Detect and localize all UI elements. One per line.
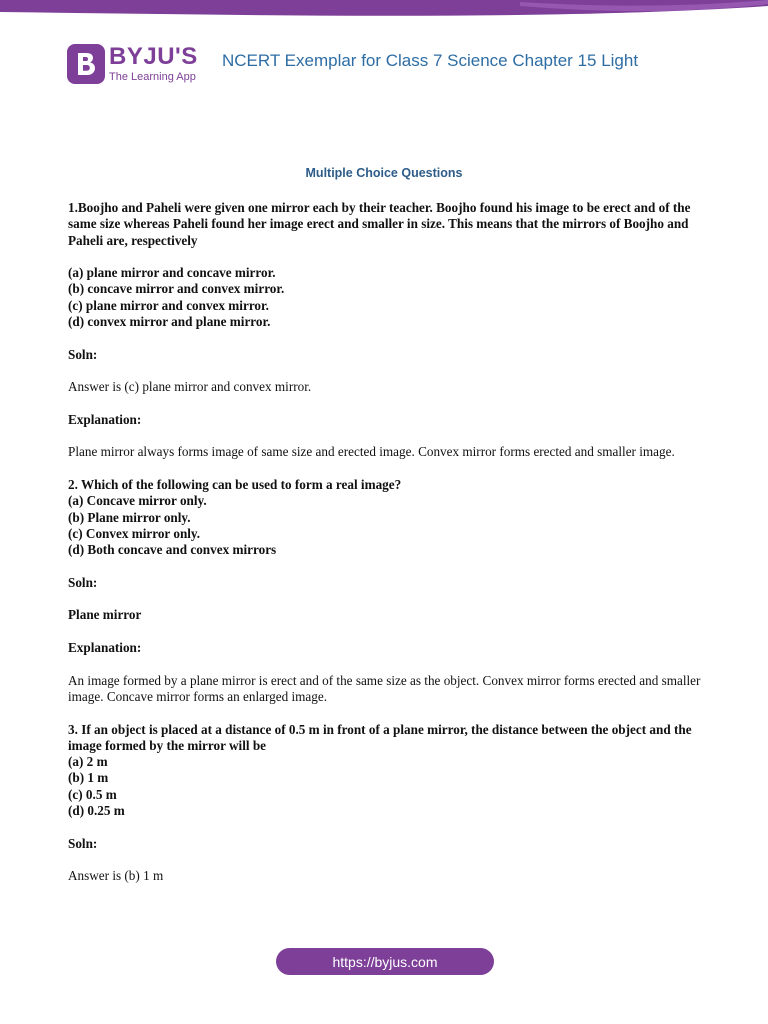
- q3-answer: Answer is (b) 1 m: [68, 868, 164, 884]
- byjus-logo: [67, 44, 207, 88]
- q3-option-a: (a) 2 m: [68, 754, 108, 770]
- footer-link-button[interactable]: [276, 948, 494, 975]
- q1-option-d: (d) convex mirror and plane mirror.: [68, 314, 271, 330]
- logo-tagline: The Learning App: [109, 71, 196, 83]
- section-title: Multiple Choice Questions: [305, 166, 463, 180]
- q2-option-a: (a) Concave mirror only.: [68, 493, 207, 509]
- q2-soln-label: Soln:: [68, 574, 98, 590]
- q2-explanation: An image formed by a plane mirror is erect and of the same size as the object. Convex mirror forms erected and smaller image. Concave mirror forms an enlarged image.: [68, 672, 701, 704]
- q3-option-b: (b) 1 m: [68, 770, 109, 786]
- q1-option-a: (a) plane mirror and concave mirror.: [68, 265, 276, 281]
- logo-brand-name: BYJU'S: [109, 43, 198, 70]
- question-2-text: 2. Which of the following can be used to form a real image?: [68, 477, 402, 493]
- q2-answer: Plane mirror: [68, 607, 142, 623]
- q1-soln-label: Soln:: [68, 346, 98, 362]
- q3-option-c: (c) 0.5 m: [68, 786, 117, 802]
- q2-explanation-label: Explanation:: [68, 640, 142, 656]
- q1-option-b: (b) concave mirror and convex mirror.: [68, 281, 285, 297]
- q3-option-d: (d) 0.25 m: [68, 802, 125, 818]
- question-3-text: 3. If an object is placed at a distance of 0.5 m in front of a plane mirror, the distance between the object and the image formed by the mirror will be: [68, 721, 692, 753]
- logo-badge-icon: [67, 44, 105, 84]
- q1-explanation-label: Explanation:: [68, 411, 142, 427]
- q1-answer: Answer is (c) plane mirror and convex mirror.: [68, 379, 312, 395]
- top-accent-bar: [0, 0, 768, 24]
- document-body: [68, 200, 708, 884]
- document-title: NCERT Exemplar for Class 7 Science Chapter 15 Light: [222, 51, 639, 70]
- q3-soln-label: Soln:: [68, 835, 98, 851]
- q2-option-d: (d) Both concave and convex mirrors: [68, 542, 277, 558]
- q1-explanation: Plane mirror always forms image of same size and erected image. Convex mirror forms erected and smaller image.: [68, 444, 675, 460]
- q2-option-b: (b) Plane mirror only.: [68, 509, 191, 525]
- q2-option-c: (c) Convex mirror only.: [68, 525, 201, 541]
- question-1-text: 1.Boojho and Paheli were given one mirror each by their teacher. Boojho found his image to be erect and of the same size whereas Paheli found her image erect and smaller in size. This means that the mirrors of Boojho and Paheli are, respectively: [68, 200, 691, 248]
- footer-url[interactable]: https://byjus.com: [332, 953, 438, 970]
- q1-option-c: (c) plane mirror and convex mirror.: [68, 297, 269, 313]
